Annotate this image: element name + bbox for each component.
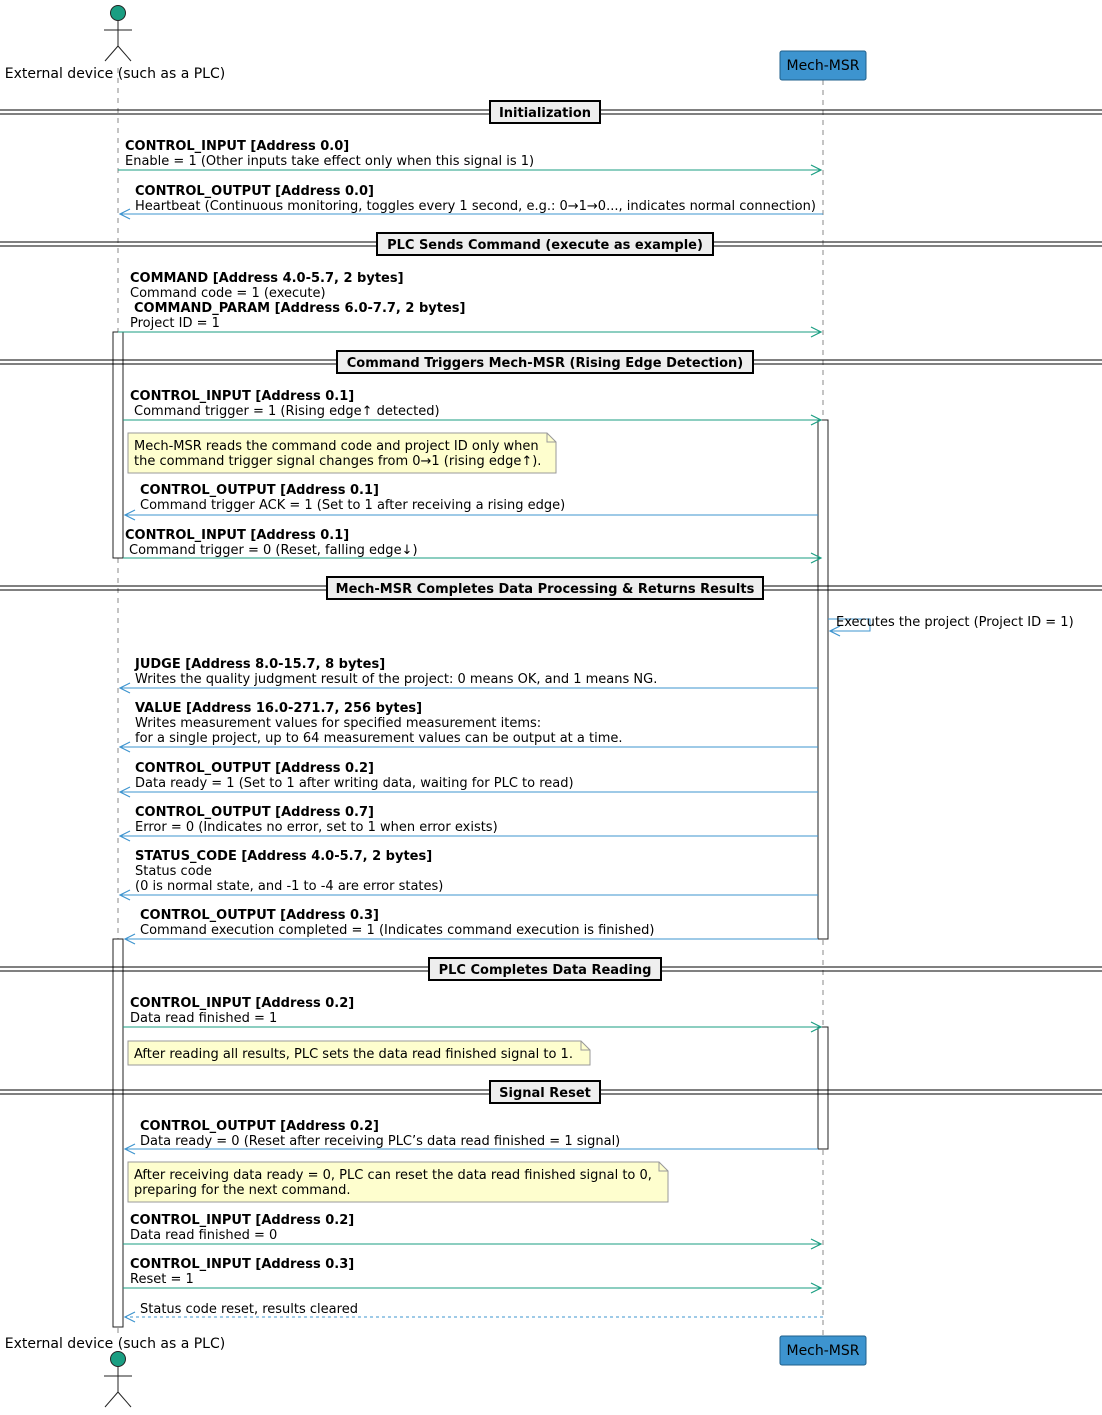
message-text: Status code reset, results cleared bbox=[140, 1302, 358, 1317]
actor-leg-icon bbox=[105, 46, 118, 61]
message-text: Command trigger = 0 (Reset, falling edge↓) bbox=[129, 543, 418, 558]
message-title: COMMAND_PARAM [Address 6.0-7.7, 2 bytes] bbox=[134, 301, 466, 316]
message bbox=[125, 908, 818, 944]
message bbox=[120, 657, 818, 693]
message-text: Command trigger ACK = 1 (Set to 1 after receiving a rising edge) bbox=[140, 498, 566, 513]
message-title: CONTROL_OUTPUT [Address 0.3] bbox=[140, 908, 379, 923]
message-text: Status code bbox=[135, 864, 212, 879]
actor-head-icon bbox=[111, 6, 126, 21]
message-title: COMMAND [Address 4.0-5.7, 2 bytes] bbox=[130, 271, 404, 286]
message-title: CONTROL_INPUT [Address 0.1] bbox=[125, 528, 350, 543]
message-title: CONTROL_INPUT [Address 0.2] bbox=[130, 996, 355, 1011]
message-title: CONTROL_INPUT [Address 0.0] bbox=[125, 139, 350, 154]
message bbox=[118, 139, 821, 175]
message-text: Data ready = 1 (Set to 1 after writing data, waiting for PLC to read) bbox=[135, 776, 574, 791]
message-text: Reset = 1 bbox=[130, 1272, 194, 1287]
message-text: Command trigger = 1 (Rising edge↑ detected) bbox=[134, 404, 440, 419]
section-divider bbox=[0, 351, 1102, 373]
message-text: Command code = 1 (execute) bbox=[130, 286, 326, 301]
message-text: (0 is normal state, and -1 to -4 are error states) bbox=[135, 879, 444, 894]
participant-msr-top bbox=[780, 51, 866, 80]
note-text: the command trigger signal changes from 0→1 (rising edge↑). bbox=[134, 454, 542, 469]
actor-leg-icon bbox=[105, 1392, 118, 1407]
message-title: CONTROL_INPUT [Address 0.2] bbox=[130, 1213, 355, 1228]
message bbox=[125, 1302, 823, 1322]
message-title: CONTROL_INPUT [Address 0.3] bbox=[130, 1257, 355, 1272]
message bbox=[123, 1213, 821, 1249]
actor-leg-icon bbox=[118, 1392, 131, 1407]
section-title: Initialization bbox=[498, 106, 592, 121]
message bbox=[828, 615, 1074, 636]
actor-plc-label-top: External device (such as a PLC) bbox=[4, 66, 226, 82]
actor-plc-top bbox=[104, 6, 132, 62]
note bbox=[128, 433, 556, 473]
message bbox=[120, 184, 823, 219]
activation-msr-1 bbox=[818, 420, 828, 939]
message bbox=[123, 996, 821, 1032]
actor-leg-icon bbox=[118, 46, 131, 61]
participant-label: Mech-MSR bbox=[786, 58, 860, 74]
message-text: Error = 0 (Indicates no error, set to 1 when error exists) bbox=[135, 820, 498, 835]
message bbox=[118, 271, 821, 337]
section-divider bbox=[0, 577, 1102, 599]
message bbox=[125, 1119, 818, 1154]
message-text: Heartbeat (Continuous monitoring, toggles every 1 second, e.g.: 0→1→0..., indicates normal connection) bbox=[135, 199, 816, 214]
message-text: for a single project, up to 64 measurement values can be output at a time. bbox=[135, 731, 623, 746]
section-divider bbox=[0, 1081, 1102, 1103]
message-title: CONTROL_OUTPUT [Address 0.2] bbox=[135, 761, 374, 776]
note-text: After receiving data ready = 0, PLC can reset the data read finished signal to 0, bbox=[134, 1168, 652, 1183]
note-text: preparing for the next command. bbox=[134, 1183, 351, 1198]
section-divider bbox=[0, 101, 1102, 123]
message-title: CONTROL_OUTPUT [Address 0.2] bbox=[140, 1119, 379, 1134]
message-text: Writes measurement values for specified measurement items: bbox=[135, 716, 542, 731]
message-title: CONTROL_INPUT [Address 0.1] bbox=[130, 389, 355, 404]
participant-msr-bottom bbox=[780, 1336, 866, 1365]
message-text: Data ready = 0 (Reset after receiving PLC’s data read finished = 1 signal) bbox=[140, 1134, 621, 1149]
message bbox=[123, 528, 821, 563]
section-title: Command Triggers Mech-MSR (Rising Edge Detection) bbox=[346, 356, 744, 371]
section-title: PLC Sends Command (execute as example) bbox=[387, 238, 703, 253]
message-title: CONTROL_OUTPUT [Address 0.1] bbox=[140, 483, 379, 498]
message bbox=[125, 483, 818, 520]
message bbox=[120, 761, 818, 797]
participant-label: Mech-MSR bbox=[786, 1343, 860, 1359]
section-title: PLC Completes Data Reading bbox=[438, 963, 652, 978]
message bbox=[123, 389, 821, 425]
note-text: After reading all results, PLC sets the data read finished signal to 1. bbox=[134, 1047, 573, 1062]
message-text: Executes the project (Project ID = 1) bbox=[836, 615, 1074, 630]
note bbox=[128, 1162, 668, 1202]
message-text: Project ID = 1 bbox=[130, 316, 220, 331]
actor-head-icon bbox=[111, 1352, 126, 1367]
message-text: Data read finished = 0 bbox=[130, 1228, 278, 1243]
message-text: Writes the quality judgment result of the project: 0 means OK, and 1 means NG. bbox=[135, 672, 658, 687]
actor-plc-bottom bbox=[104, 1352, 132, 1408]
message bbox=[120, 849, 818, 900]
message bbox=[120, 701, 818, 752]
activation-plc-2 bbox=[113, 939, 123, 1327]
message bbox=[123, 1257, 821, 1293]
actor-plc-label-bottom: External device (such as a PLC) bbox=[4, 1336, 226, 1352]
note-text: Mech-MSR reads the command code and project ID only when bbox=[134, 439, 539, 454]
message-text: Command execution completed = 1 (Indicates command execution is finished) bbox=[140, 923, 655, 938]
activation-plc-1 bbox=[113, 332, 123, 558]
note bbox=[128, 1041, 590, 1065]
message-title: VALUE [Address 16.0-271.7, 256 bytes] bbox=[135, 701, 423, 716]
message-text: Enable = 1 (Other inputs take effect only when this signal is 1) bbox=[125, 154, 535, 169]
activation-msr-2 bbox=[818, 1027, 828, 1149]
message-title: CONTROL_OUTPUT [Address 0.0] bbox=[135, 184, 374, 199]
section-divider bbox=[0, 958, 1102, 980]
message bbox=[120, 805, 818, 841]
section-title: Signal Reset bbox=[499, 1086, 591, 1101]
message-text: Data read finished = 1 bbox=[130, 1011, 278, 1026]
message-title: STATUS_CODE [Address 4.0-5.7, 2 bytes] bbox=[135, 849, 433, 864]
section-title: Mech-MSR Completes Data Processing & Returns Results bbox=[335, 582, 755, 597]
message-title: JUDGE [Address 8.0-15.7, 8 bytes] bbox=[135, 657, 386, 672]
message-title: CONTROL_OUTPUT [Address 0.7] bbox=[135, 805, 374, 820]
section-divider bbox=[0, 233, 1102, 255]
